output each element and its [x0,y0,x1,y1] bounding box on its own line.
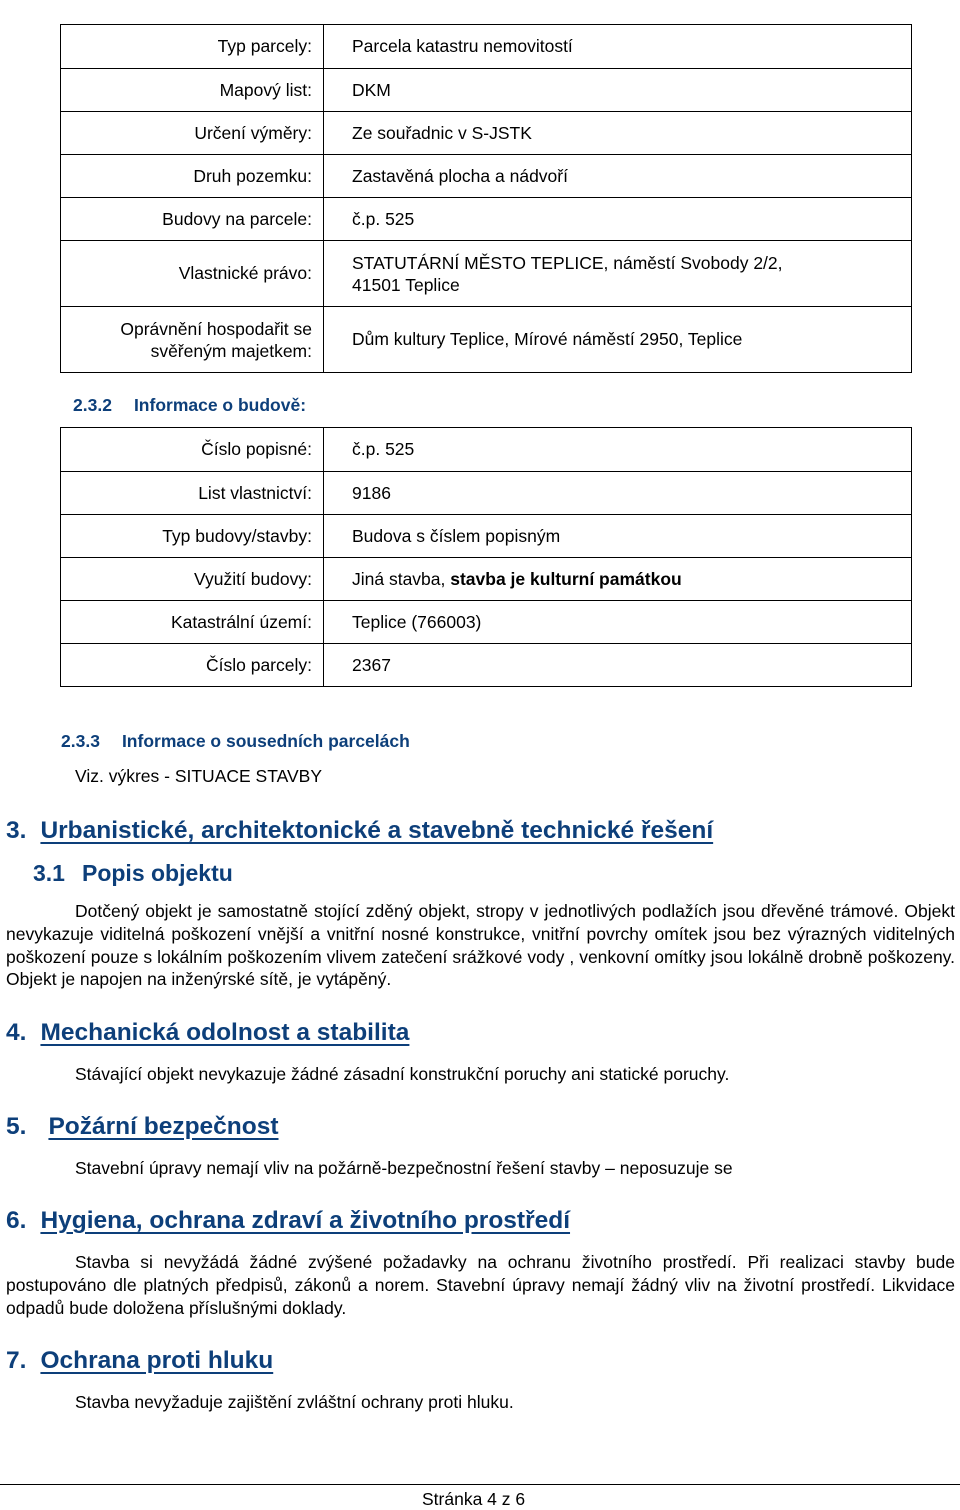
section-2-3-3-text: Viz. výkres - SITUACE STAVBY [75,766,322,786]
row-value: Budova s číslem popisným [324,515,912,558]
row-value: Parcela katastru nemovitostí [324,25,912,69]
table-row [61,155,912,198]
section-title: Ochrana proti hluku [40,1347,274,1374]
row-label: Číslo parcely: [61,644,324,687]
owner-line-1: STATUTÁRNÍ MĚSTO TEPLICE, náměstí Svobody 2/2, [352,252,783,273]
row-value: Teplice (766003) [324,601,912,644]
row-value: č.p. 525 [324,428,912,472]
monument-text: stavba je kulturní památkou [450,568,682,589]
row-label: Typ budovy/stavby: [61,515,324,558]
table-row [61,601,912,644]
section-7-paragraph: Stavba nevyžaduje zajištění zvláštní ochrany proti hluku. [75,1392,514,1412]
row-label [61,307,324,373]
row-label: Typ parcely: [61,25,324,69]
table-row [61,25,912,69]
table-row [61,307,912,373]
section-6-paragraph: Stavba si nevyžádá žádné zvýšené požadavky na ochranu životního prostředí. Při realizaci stavby bude postupováno dle platných předpisů, zákonů a norem. Stavební úpravy nemají žádný vliv na životní prostředí. Likvidace odpadů bude doložena příslušnými doklady. [6,1252,955,1318]
table-row [61,558,912,601]
section-title: Mechanická odolnost a stabilita [40,1019,410,1046]
parcel-info-table [60,24,912,373]
row-label: Vlastnické právo: [61,241,324,307]
section-title: Informace o budově: [133,395,307,415]
section-7-heading [6,1347,273,1375]
subsection-number: 3.1 [33,860,65,886]
row-label: Budovy na parcele: [61,198,324,241]
section-number: 6. [6,1207,27,1234]
section-title: Hygiena, ochrana zdraví a životního prostředí [40,1207,571,1234]
row-label: Určení výměry: [61,112,324,155]
row-label: List vlastnictví: [61,472,324,515]
row-value [324,241,912,307]
section-title: Informace o sousedních parcelách [121,731,410,751]
section-4-heading [6,1019,409,1047]
row-label: Mapový list: [61,69,324,112]
label-line-2: svěřeným majetkem: [150,340,312,361]
table-row [61,69,912,112]
usage-text: Jiná stavba, [352,568,451,589]
table-row [61,241,912,307]
section-6-heading [6,1207,570,1235]
table-row [61,515,912,558]
row-label: Druh pozemku: [61,155,324,198]
section-title: Požární bezpečnost [48,1113,279,1140]
section-title: Urbanistické, architektonické a stavebně technické řešení [40,817,714,844]
section-3-1-heading [33,860,233,887]
table-row [61,644,912,687]
table-row [61,112,912,155]
label-line-1: Oprávnění hospodařit se [120,318,312,339]
table-row [61,198,912,241]
section-number: 2.3.3 [61,731,100,751]
row-value: Ze souřadnic v S-JSTK [324,112,912,155]
table-row [61,472,912,515]
row-value [324,558,912,601]
row-value: Zastavěná plocha a nádvoří [324,155,912,198]
row-value: 2367 [324,644,912,687]
row-value: 9186 [324,472,912,515]
table-row [61,428,912,472]
section-2-3-3-heading [61,731,410,752]
section-number: 5. [6,1113,27,1140]
row-value: DKM [324,69,912,112]
section-number: 4. [6,1019,27,1046]
section-3-heading [6,817,713,845]
row-value: č.p. 525 [324,198,912,241]
row-label: Katastrální území: [61,601,324,644]
section-5-paragraph: Stavební úpravy nemají vliv na požárně-bezpečnostní řešení stavby – neposuzuje se [75,1158,733,1178]
owner-line-2: 41501 Teplice [352,274,460,295]
page-footer [0,1484,960,1509]
page-number: Stránka 4 z 6 [422,1489,526,1509]
section-3-paragraph: Dotčený objekt je samostatně stojící zděný objekt, stropy v jednotlivých podlažích jsou dřevěné trámové. Objekt nevykazuje viditelná poškození vnější a vnitřní nosné konstrukce, vnitřní povrchy omítek jsou bez výrazných viditelných poškození pouze s lokálním poškozením vlivem zatečení srážkové vody , venkovní omítky jsou lokálně drobně poškozeny. Objekt je napojen na inženýrské sítě, je vytápěný. [6,901,955,990]
section-number: 2.3.2 [73,395,112,415]
section-5-heading [6,1113,279,1141]
section-2-3-2-heading [73,395,306,416]
row-label: Využití budovy: [61,558,324,601]
section-number: 3. [6,817,27,844]
section-4-paragraph: Stávající objekt nevykazuje žádné zásadní konstrukční poruchy ani statické poruchy. [75,1064,730,1084]
subsection-title: Popis objektu [81,860,233,886]
row-label: Číslo popisné: [61,428,324,472]
building-info-table [60,427,912,687]
section-number: 7. [6,1347,27,1374]
row-value: Dům kultury Teplice, Mírové náměstí 2950, Teplice [324,307,912,373]
